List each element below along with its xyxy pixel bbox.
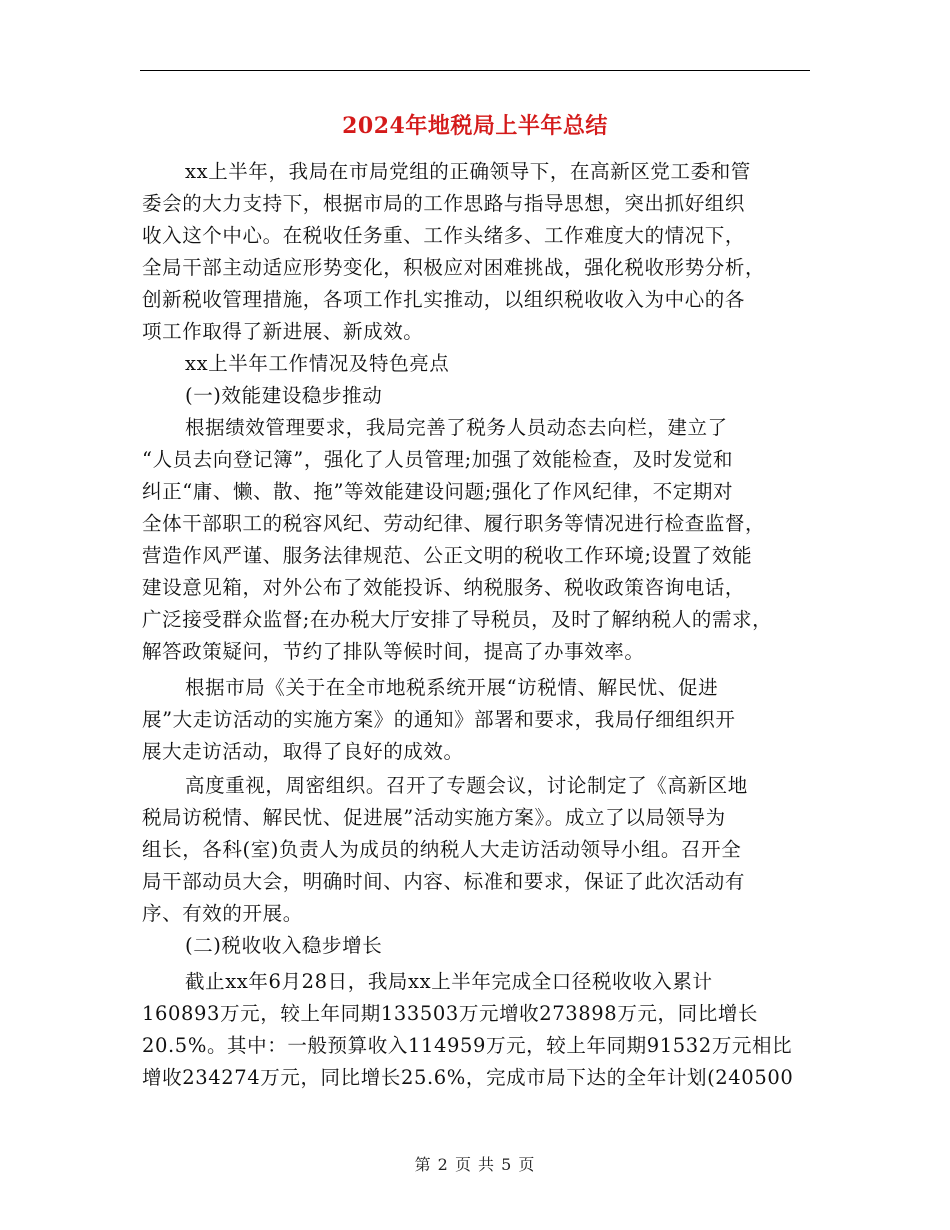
body-line: 截止xx年6月28日，我局xx上半年完成全口径税收收入累计	[185, 970, 713, 993]
body-line: 局干部动员大会，明确时间、内容、标准和要求，保证了此次活动有	[142, 870, 746, 893]
body-line: 160893万元，较上年同期133503万元增收273898万元，同比增长	[142, 1002, 759, 1025]
body-line: 展”大走访活动的实施方案》的通知》部署和要求，我局仔细组织开	[142, 708, 736, 731]
body-line: 税局访税情、解民忧、促进展”活动实施方案》。成立了以局领导为	[142, 806, 726, 829]
body-line: 建设意见箱，对外公布了效能投诉、纳税服务、税收政策咨询电话，	[142, 576, 746, 599]
body-line: 全体干部职工的税容风纪、劳动纪律、履行职务等情况进行检查监督，	[142, 512, 766, 535]
body-line: 解答政策疑问，节约了排队等候时间，提高了办事效率。	[142, 640, 645, 663]
body-line: 全局干部主动适应形势变化，积极应对困难挑战，强化税收形势分析，	[142, 256, 766, 279]
body-line: 收入这个中心。在税收任务重、工作头绪多、工作难度大的情况下，	[142, 224, 746, 247]
body-line: 增收234274万元，同比增长25.6%，完成市局下达的全年计划(240500	[142, 1066, 794, 1089]
body-line: 委会的大力支持下，根据市局的工作思路与指导思想，突出抓好组织	[142, 192, 746, 215]
body-line: 创新税收管理措施，各项工作扎实推动，以组织税收收入为中心的各	[142, 288, 746, 311]
body-line: 序、有效的开展。	[142, 902, 303, 925]
body-line: 纠正“庸、懒、散、拖”等效能建设问题;强化了作风纪律，不定期对	[142, 480, 734, 503]
header-rule	[140, 70, 810, 71]
section-heading: (一)效能建设稳步推动	[185, 384, 383, 407]
body-line: 广泛接受群众监督;在办税大厅安排了导税员，及时了解纳税人的需求，	[142, 608, 773, 631]
body-line: 20.5%。其中：一般预算收入114959万元，较上年同期91532万元相比	[142, 1034, 793, 1057]
body-line: 展大走访活动，取得了良好的成效。	[142, 740, 464, 763]
body-line: “人员去向登记簿”，强化了人员管理;加强了效能检查，及时发觉和	[142, 448, 734, 471]
document-title: 2024年地税局上半年总结	[342, 113, 608, 139]
body-line: xx上半年，我局在市局党组的正确领导下，在高新区党工委和管	[185, 160, 751, 183]
body-line: 根据市局《关于在全市地税系统开展“访税情、解民忧、促进	[185, 676, 719, 699]
body-line: 根据绩效管理要求，我局完善了税务人员动态去向栏，建立了	[185, 416, 728, 439]
body-line: 项工作取得了新进展、新成效。	[142, 320, 424, 343]
section-heading: (二)税收收入稳步增长	[185, 934, 383, 957]
section-heading: xx上半年工作情况及特色亮点	[185, 352, 450, 375]
page-number-footer: 第 2 页 共 5 页	[414, 1155, 536, 1174]
body-line: 组长，各科(室)负责人为成员的纳税人大走访活动领导小组。召开全	[142, 838, 742, 861]
body-line: 营造作风严谨、服务法律规范、公正文明的税收工作环境;设置了效能	[142, 544, 753, 567]
body-line: 高度重视，周密组织。召开了专题会议，讨论制定了《高新区地	[185, 774, 748, 797]
